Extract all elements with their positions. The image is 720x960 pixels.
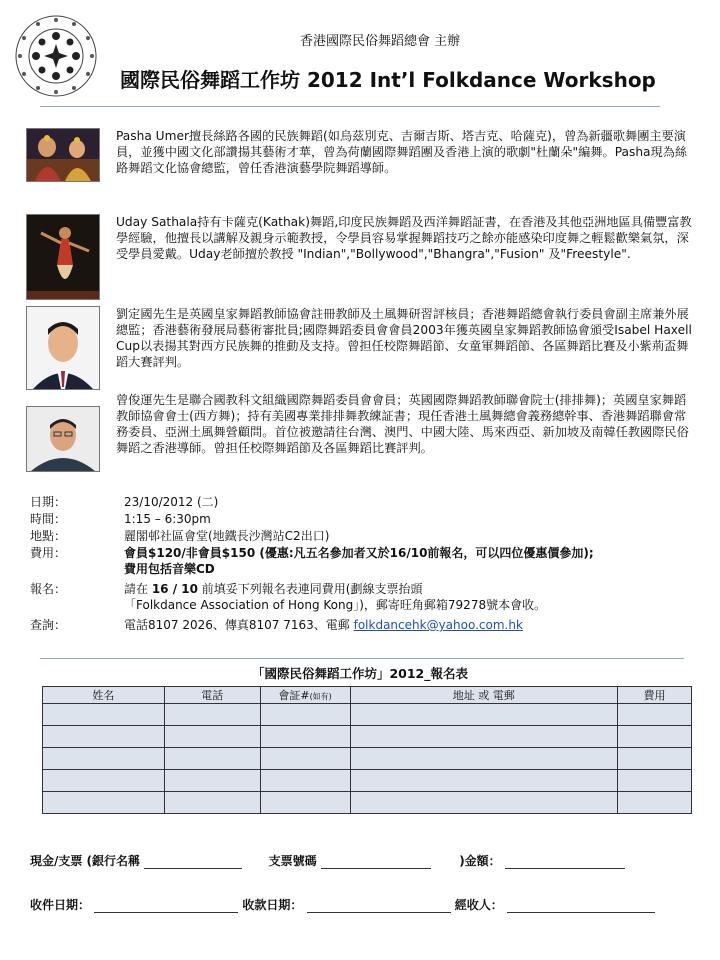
- cash-cheque-label: 現金/支票 (銀行名稱: [30, 854, 141, 868]
- table-row: [43, 726, 692, 748]
- enquiry-label: 查詢：: [30, 618, 67, 632]
- dancer-photo: [26, 214, 100, 300]
- time-label: 時間：: [30, 512, 67, 526]
- table-row: [43, 748, 692, 770]
- fee-discount: (優惠:凡五名參加者又於16/10前報名，可以四位優惠價參加);: [255, 546, 594, 560]
- organizer-line: 香港國際民俗舞蹈總會 主辦: [300, 34, 461, 49]
- amount-field[interactable]: [505, 856, 625, 869]
- table-row: [43, 704, 692, 726]
- payment-date-field[interactable]: [307, 900, 451, 913]
- form-title: 「國際民俗舞蹈工作坊」2012_報名表: [251, 666, 469, 681]
- table-row: [43, 792, 692, 814]
- email-link[interactable]: folkdancehk@yahoo.com.hk: [353, 618, 523, 632]
- fee-amount: 會員$120/非會員$150: [124, 546, 256, 560]
- bio-text: 劉定國先生是英國皇家舞蹈教師協會註冊教師及土風舞研習評核員；香港舞蹈總會執行委員會副主席兼外展總監；香港藝術發展局藝術審批員;國際舞蹈委員會會員2003年獲英國皇家舞蹈教師協會頒受Isabel Haxell Cup以表揚其對西方民族舞的推動及支持。曾担任校際舞蹈節、女童軍舞蹈節、各區舞蹈比賽及小紫荊盃舞蹈大賽評判。: [116, 307, 692, 369]
- payment-date-label: 收款日期：: [242, 898, 303, 912]
- col-fee: 費用: [618, 687, 692, 704]
- registration-table: [42, 686, 692, 814]
- col-name: 姓名: [43, 687, 165, 704]
- col-member-id: 會証#(如有): [260, 687, 350, 704]
- apply-text-c: 「Folkdance Association of Hong Kong」)，郵寄旺角郵箱79278號本會收。: [124, 598, 547, 612]
- page-title: 國際民俗舞蹈工作坊 2012 Int’l Folkdance Workshop: [120, 68, 656, 92]
- handler-label: 經收人：: [454, 898, 503, 912]
- instructor-bio-tsang: [26, 392, 689, 488]
- apply-text-b: 前填妥下列報名表連同費用(劃線支票抬頭: [197, 582, 423, 596]
- fee-includes: 費用包括音樂CD: [124, 562, 215, 576]
- payment-row: [30, 852, 625, 869]
- header-divider: [40, 106, 660, 107]
- table-header-row: [43, 687, 692, 704]
- instructor-bio-uday: [26, 214, 692, 298]
- venue-label: 地點：: [30, 529, 67, 543]
- date-value: 23/10/2012 (二): [124, 495, 219, 509]
- apply-label: 報名：: [30, 582, 67, 596]
- instructor-bio-lau: [26, 306, 692, 390]
- portrait-photo: [26, 306, 100, 390]
- apply-deadline: 16 / 10: [151, 582, 198, 596]
- portrait-photo: [26, 406, 100, 472]
- bank-name-field[interactable]: [144, 856, 242, 869]
- cheque-number-label: 支票號碼: [268, 854, 317, 868]
- receipt-date-label: 收件日期：: [30, 898, 91, 912]
- col-phone: 電話: [164, 687, 260, 704]
- venue-value: 麗閣邨社區會堂(地鐵長沙灣站C2出口): [124, 529, 330, 543]
- receipt-date-field[interactable]: [94, 900, 238, 913]
- dancer-photo: [26, 128, 100, 182]
- association-logo: [14, 14, 98, 98]
- bio-text: 曾俊運先生是聯合國教科文組織國際舞蹈委員會會員；英國國際舞蹈教師聯會院士(排排舞)；英國皇家舞蹈教師協會會士(西方舞)；持有美國專業排排舞教練証書；現任香港土風舞總會義務總幹事、香港舞蹈聯會常務委員、亞洲土風舞營顧問。首位被邀請往台灣、澳門、中國大陸、馬來西亞、新加坡及南韓任教國際民俗舞蹈之香港導師。曾担任校際舞蹈節及各區舞蹈比賽評判。: [116, 393, 689, 455]
- bio-text: Uday Sathala持有卡薩克(Kathak)舞蹈,印度民族舞蹈及西洋舞蹈証書，在香港及其他亞洲地區具備豐富教學經驗，他擅長以講解及親身示範教授，令學員容易掌握舞蹈技巧之餘亦能感染印度舞之輕鬆歡樂氣氛，深受學員愛戴。Uday老師擅於教授 "Indian","Bollywood","Bhangra","Fusion" 及"Freestyle".: [116, 215, 692, 261]
- date-label: 日期：: [30, 495, 67, 509]
- amount-label: )金額：: [459, 854, 501, 868]
- cheque-number-field[interactable]: [321, 856, 431, 869]
- bio-text: Pasha Umer擅長絲路各國的民族舞蹈(如烏茲別克、吉爾吉斯、塔吉克、哈薩克)，曾為新疆歌舞團主要演員，並獲中國文化部讚揚其藝術才華，曾為荷蘭國際舞蹈團及香港上演的歌劇"杜蘭朵"編舞。Pasha現為絲路舞蹈文化協會總監，曾任香港演藝學院舞蹈導師。: [116, 129, 688, 175]
- time-value: 1:15 – 6:30pm: [124, 512, 211, 526]
- fee-label: 費用：: [30, 546, 67, 560]
- instructor-bio-pasha: [26, 128, 686, 208]
- form-divider: [40, 658, 684, 659]
- col-address-email: 地址 或 電郵: [350, 687, 618, 704]
- table-row: [43, 770, 692, 792]
- enquiry-text: 電話8107 2026、傳真8107 7163、電郵: [124, 618, 354, 632]
- apply-text-a: 請在: [124, 582, 152, 596]
- receipt-row: [30, 896, 655, 913]
- handler-field[interactable]: [507, 900, 655, 913]
